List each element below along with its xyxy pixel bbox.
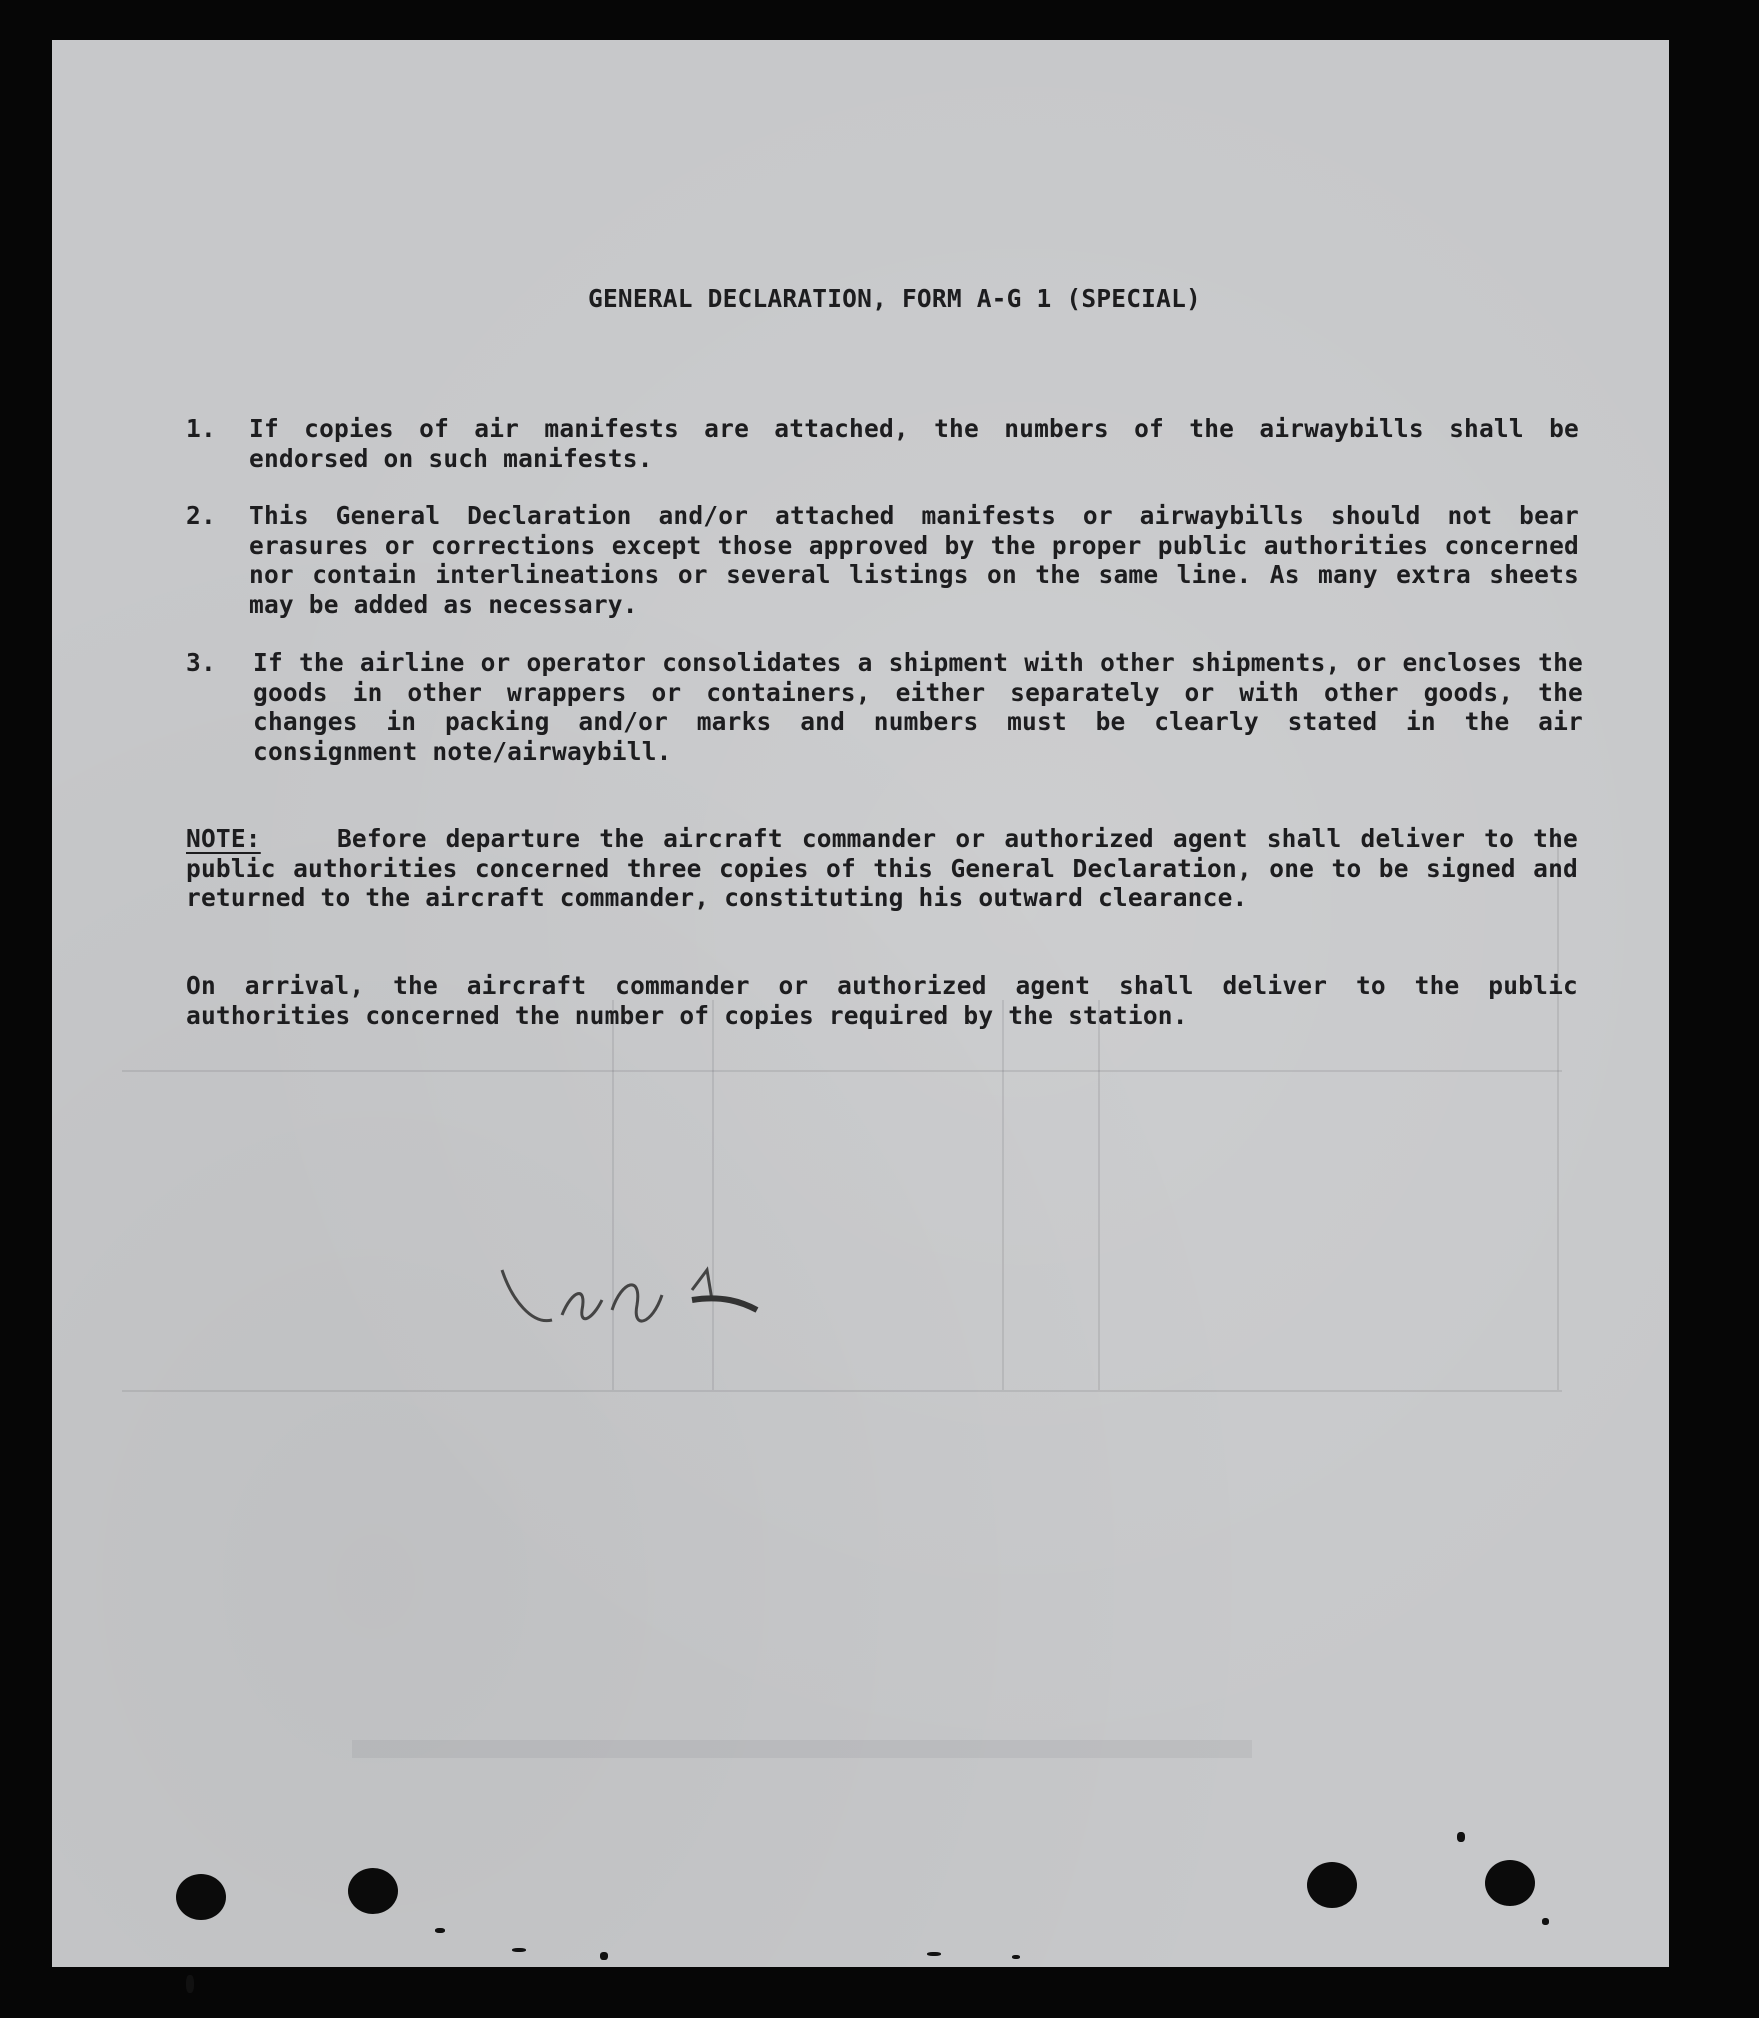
handwritten-mark: [492, 1240, 772, 1350]
speck: [435, 1928, 445, 1933]
speck: [600, 1952, 608, 1960]
speck: [1457, 1832, 1465, 1842]
item-text: This General Declaration and/or attached manifests or airwaybills should not bear erasures or corrections except those approved by the proper public authorities concerned nor contain interlineations or several listings on the same line. As many extra sheets may be added as necessary.: [249, 501, 1579, 619]
note-text: Before departure the aircraft commander or authorized agent shall deliver to the public authorities concerned three copies of this General Declaration, one to be signed and returned to the aircraft commander, constituting his outward clearance.: [186, 824, 1578, 912]
declaration-text: [52, 40, 1669, 1967]
punch-hole: [1307, 1862, 1357, 1908]
speck: [512, 1948, 526, 1952]
punch-hole: [348, 1868, 398, 1914]
punch-hole: [176, 1874, 226, 1920]
item-number: 3.: [186, 648, 216, 677]
document-page: [52, 40, 1669, 1967]
document-title: GENERAL DECLARATION, FORM A-G 1 (SPECIAL): [588, 284, 1201, 313]
item-text: If the airline or operator consolidates a shipment with other shipments, or encloses the goods in other wrappers or containers, either separately or with other goods, the changes in packing and/or marks and numbers must be clearly stated in the air consignment note/airwaybill.: [253, 648, 1583, 766]
item-text: If copies of air manifests are attached, the numbers of the airwaybills shall be endorsed on such manifests.: [249, 414, 1579, 473]
speck: [186, 1975, 194, 1993]
punch-hole: [1485, 1860, 1535, 1906]
note-label: NOTE:: [186, 824, 261, 853]
note-paragraph: [186, 824, 1578, 913]
speck: [927, 1952, 941, 1956]
item-number: 1.: [186, 414, 216, 443]
speck: [1012, 1955, 1020, 1959]
item-number: 2.: [186, 501, 216, 530]
speck: [1542, 1918, 1549, 1925]
arrival-paragraph: On arrival, the aircraft commander or authorized agent shall deliver to the public authorities concerned the number of copies required by the station.: [186, 971, 1578, 1030]
